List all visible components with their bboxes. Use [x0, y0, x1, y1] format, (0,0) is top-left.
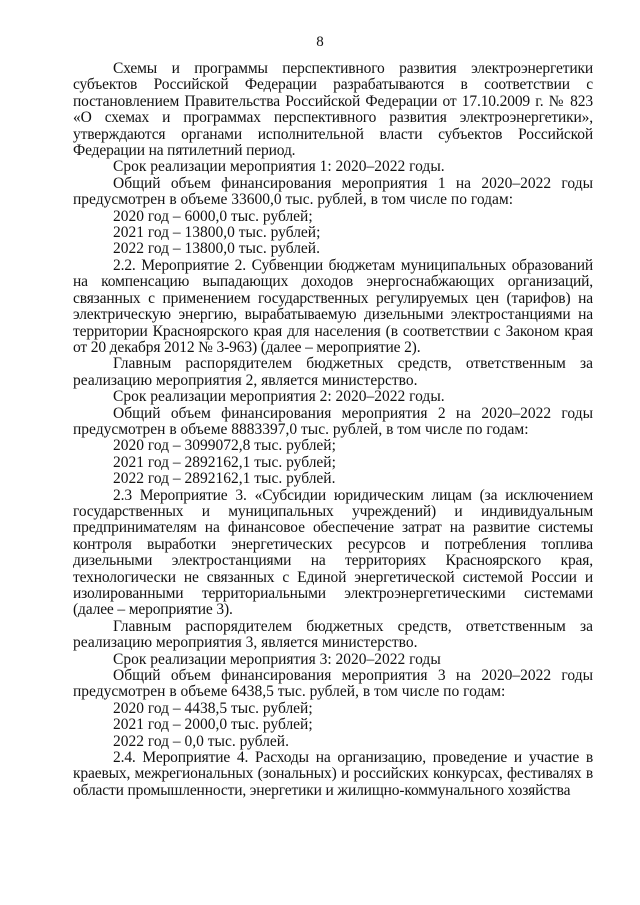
funding-3-year-2022: 2022 год – 0,0 тыс. рублей.: [113, 732, 289, 750]
funding-3-year-2021: 2021 год – 2000,0 тыс. рублей;: [113, 716, 313, 734]
paragraph-term-2: Срок реализации мероприятия 2: 2020–2022 годы.: [113, 388, 445, 406]
funding-1-year-2020: 2020 год – 6000,0 тыс. рублей;: [113, 207, 313, 225]
funding-2-year-2022: 2022 год – 2892162,1 тыс. рублей.: [113, 470, 336, 488]
paragraph-administrator-3: Главным распорядителем бюджетных средств, ответственным за реализацию мероприятия 3, является министерство.: [73, 617, 593, 652]
funding-1-year-2022: 2022 год – 13800,0 тыс. рублей.: [113, 240, 320, 258]
paragraph-measure-2: 2.2. Мероприятие 2. Субвенции бюджетам муниципальных образований на компенсацию выпадающих доходов энергоснабжающих организаций, связанных с применением государственных регулируемых цен (тарифов) на электрическую энергию, вырабатываемую дизельными электростанциями на территории Красноярского края для населения (в соответствии с Законом края от 20 декабря 2012 № 3-963) (далее – мероприятие 2).: [73, 256, 593, 356]
paragraph-term-3: Срок реализации мероприятия 3: 2020–2022 годы: [113, 650, 441, 668]
body-text: [73, 61, 593, 799]
funding-1-year-2021: 2021 год – 13800,0 тыс. рублей;: [113, 224, 321, 242]
paragraph-funding-2: Общий объем финансирования мероприятия 2 на 2020–2022 годы предусмотрен в объеме 8883397,0 тыс. рублей, в том числе по годам:: [73, 404, 593, 438]
paragraph-measure-4: 2.4. Мероприятие 4. Расходы на организацию, проведение и участие в краевых, межрегиональных (зональных) и российских конкурсах, фестивалях в области промышленности, энергетики и жилищно-коммунального хозяйства: [73, 749, 593, 799]
page-number: 8: [316, 34, 324, 50]
funding-3-year-2020: 2020 год – 4438,5 тыс. рублей;: [113, 699, 313, 717]
funding-2-year-2020: 2020 год – 3099072,8 тыс. рублей;: [113, 437, 336, 455]
paragraph-schemes: Схемы и программы перспективного развития электроэнергетики субъектов Российской Федерации разрабатываются в соответствии с постановлением Правительства Российской Федерации от 17.10.2009 г. № 823 «О схемах и программах перспективного развития электроэнергетики», утверждаются органами исполнительной власти субъектов Российской Федерации на пятилетний период.: [73, 60, 593, 160]
funding-2-year-2021: 2021 год – 2892162,1 тыс. рублей;: [113, 453, 336, 471]
paragraph-administrator-2: Главным распорядителем бюджетных средств, ответственным за реализацию мероприятия 2, является министерство.: [73, 355, 593, 389]
paragraph-funding-1: Общий объем финансирования мероприятия 1 на 2020–2022 годы предусмотрен в объеме 33600,0 тыс. рублей, в том числе по годам:: [73, 174, 593, 209]
paragraph-measure-3: 2.3 Мероприятие 3. «Субсидии юридическим лицам (за исключением государственных и муниципальных учреждений) и индивидуальным предпринимателям на финансовое обеспечение затрат на развитие системы контроля выработки энергетических ресурсов и потребления топлива дизельными электростанциями на территориях Красноярского края, технологически не связанных с Единой энергетической системой России и изолированными территориальными электроэнергетическими системами (далее – мероприятие 3).: [73, 486, 593, 619]
paragraph-term-1: Срок реализации мероприятия 1: 2020–2022 годы.: [113, 158, 445, 176]
paragraph-funding-3: Общий объем финансирования мероприятия 3 на 2020–2022 годы предусмотрен в объеме 6438,5 тыс. рублей, в том числе по годам:: [73, 667, 593, 701]
